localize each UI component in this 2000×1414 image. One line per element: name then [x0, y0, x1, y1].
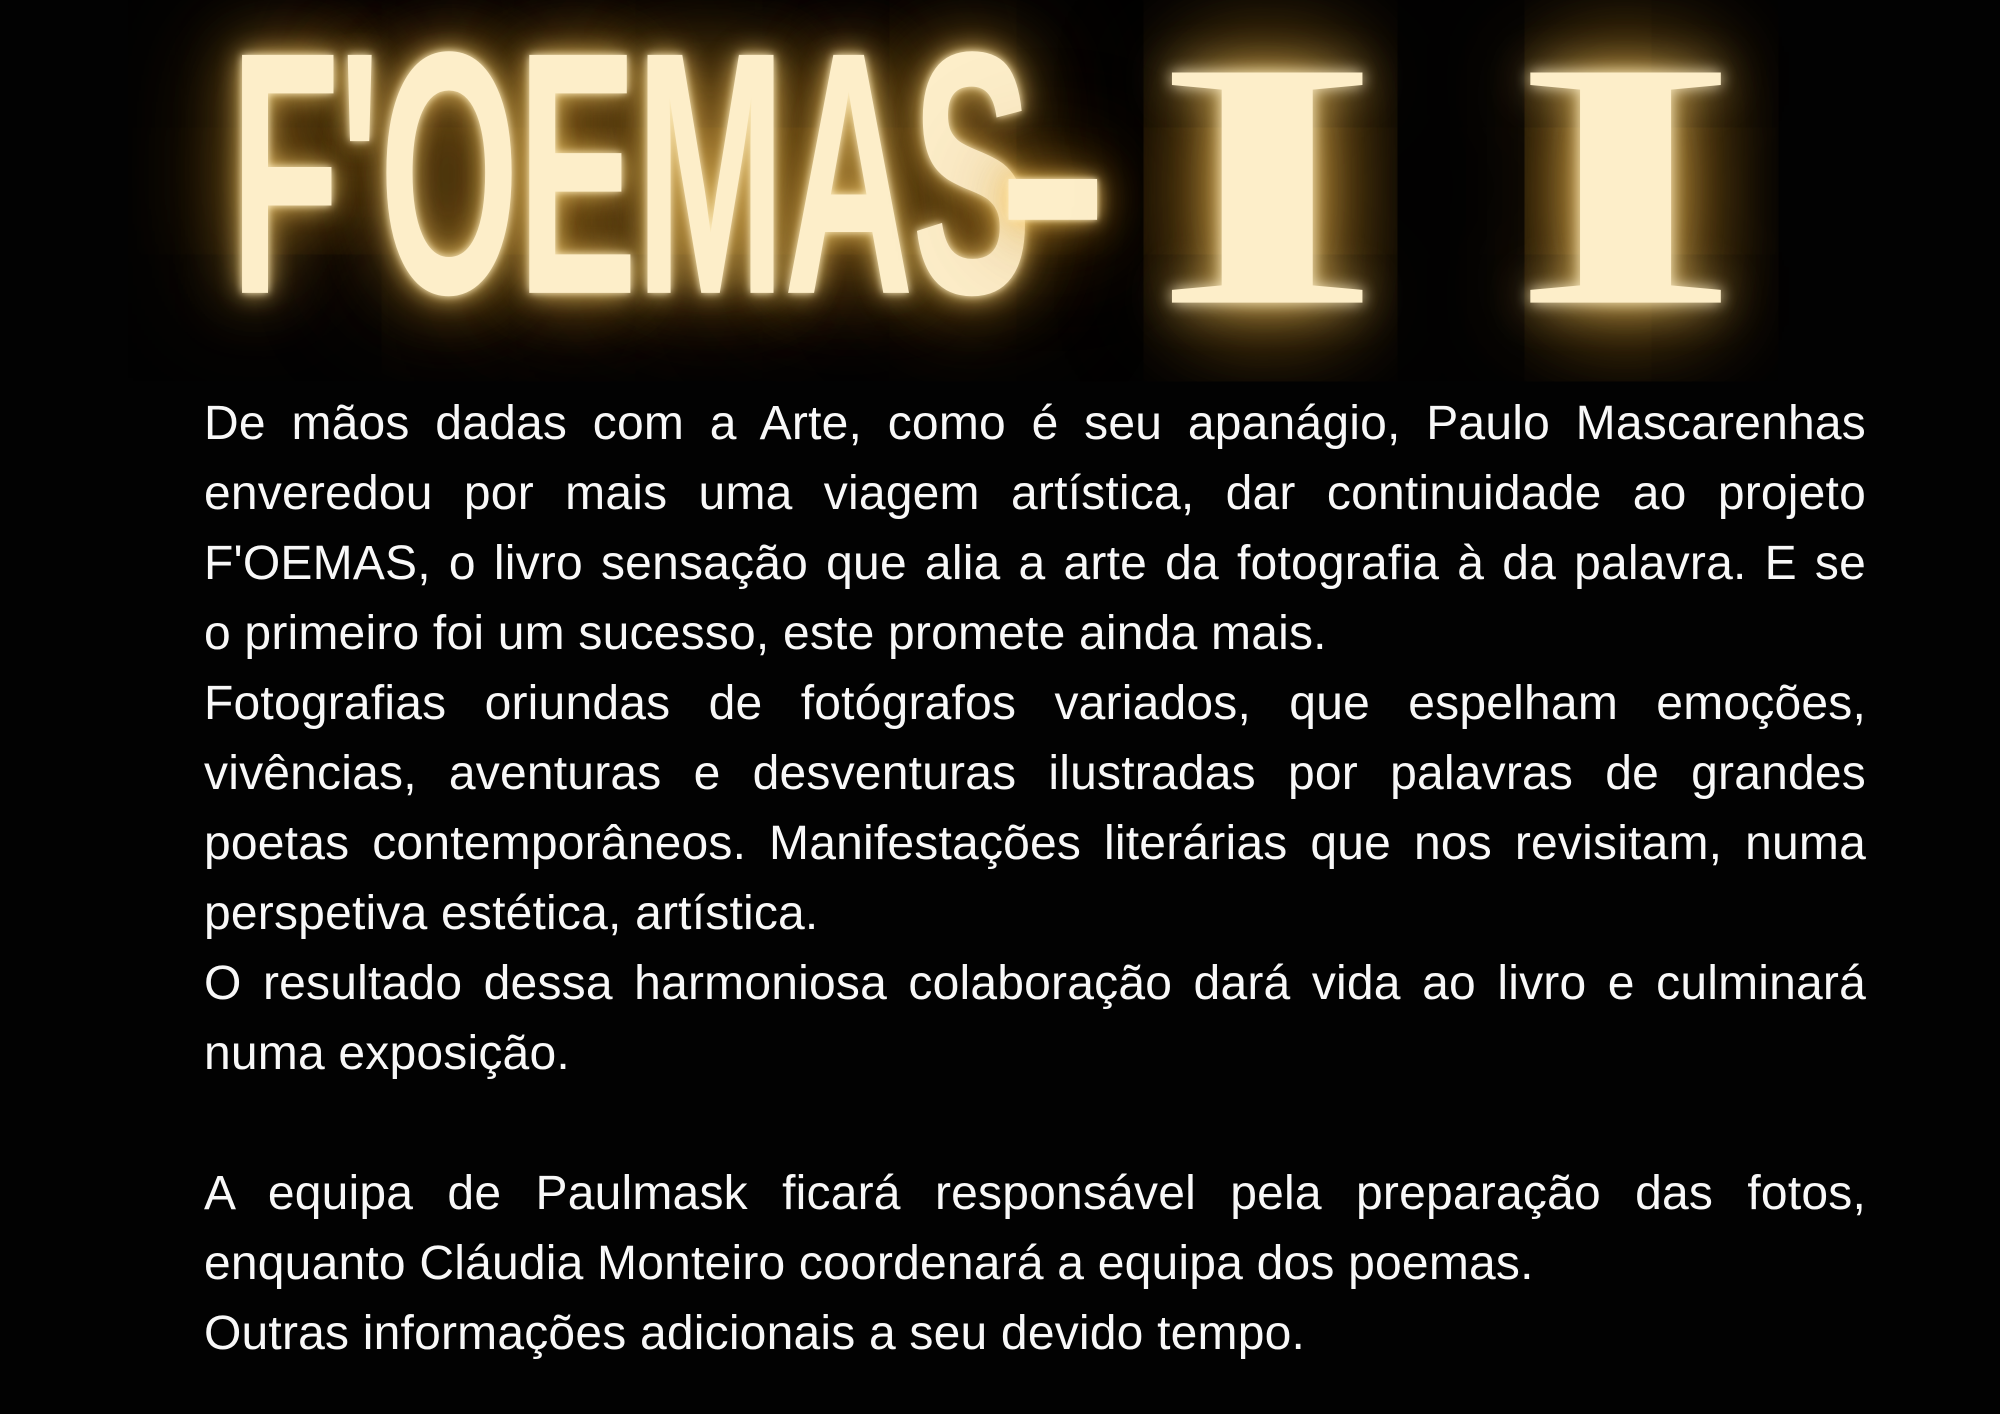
- body-line: A equipa de Paulmask ficará responsável pela preparação das fotos,: [204, 1167, 1866, 1220]
- body-line: F'OEMAS, o livro sensação que alia a arte da fotografia à da palavra. E se: [204, 537, 1866, 590]
- body-line: o primeiro foi um sucesso, este promete ainda mais.: [204, 607, 1327, 660]
- body-line: enquanto Cláudia Monteiro coordenará a equipa dos poemas.: [204, 1237, 1534, 1290]
- body-line: Outras informações adicionais a seu devido tempo.: [204, 1307, 1306, 1360]
- title-dash: ▬: [998, 126, 1108, 255]
- title-block: [0, 0, 2000, 381]
- body-line: enveredou por mais uma viagem artística, dar continuidade ao projeto: [204, 467, 1866, 520]
- body-line: De mãos dadas com a Arte, como é seu apanágio, Paulo Mascarenhas: [204, 397, 1866, 450]
- title-ii: II: [1152, 0, 1869, 381]
- body-line: O resultado dessa harmoniosa colaboração dará vida ao livro e culminará: [204, 957, 1866, 1010]
- body-line: Fotografias oriundas de fotógrafos variados, que espelham emoções,: [204, 677, 1866, 730]
- body-line: perspetiva estética, artística.: [204, 887, 819, 940]
- title-foemas: F'OEMAS: [230, 0, 1031, 368]
- body-line: [204, 1089, 1866, 1159]
- body-line: numa exposição.: [204, 1027, 570, 1080]
- body-line: vivências, aventuras e desventuras ilustradas por palavras de grandes: [204, 747, 1866, 800]
- body-line: poetas contemporâneos. Manifestações literárias que nos revisitam, numa: [204, 817, 1866, 870]
- body-text: [204, 389, 1866, 1369]
